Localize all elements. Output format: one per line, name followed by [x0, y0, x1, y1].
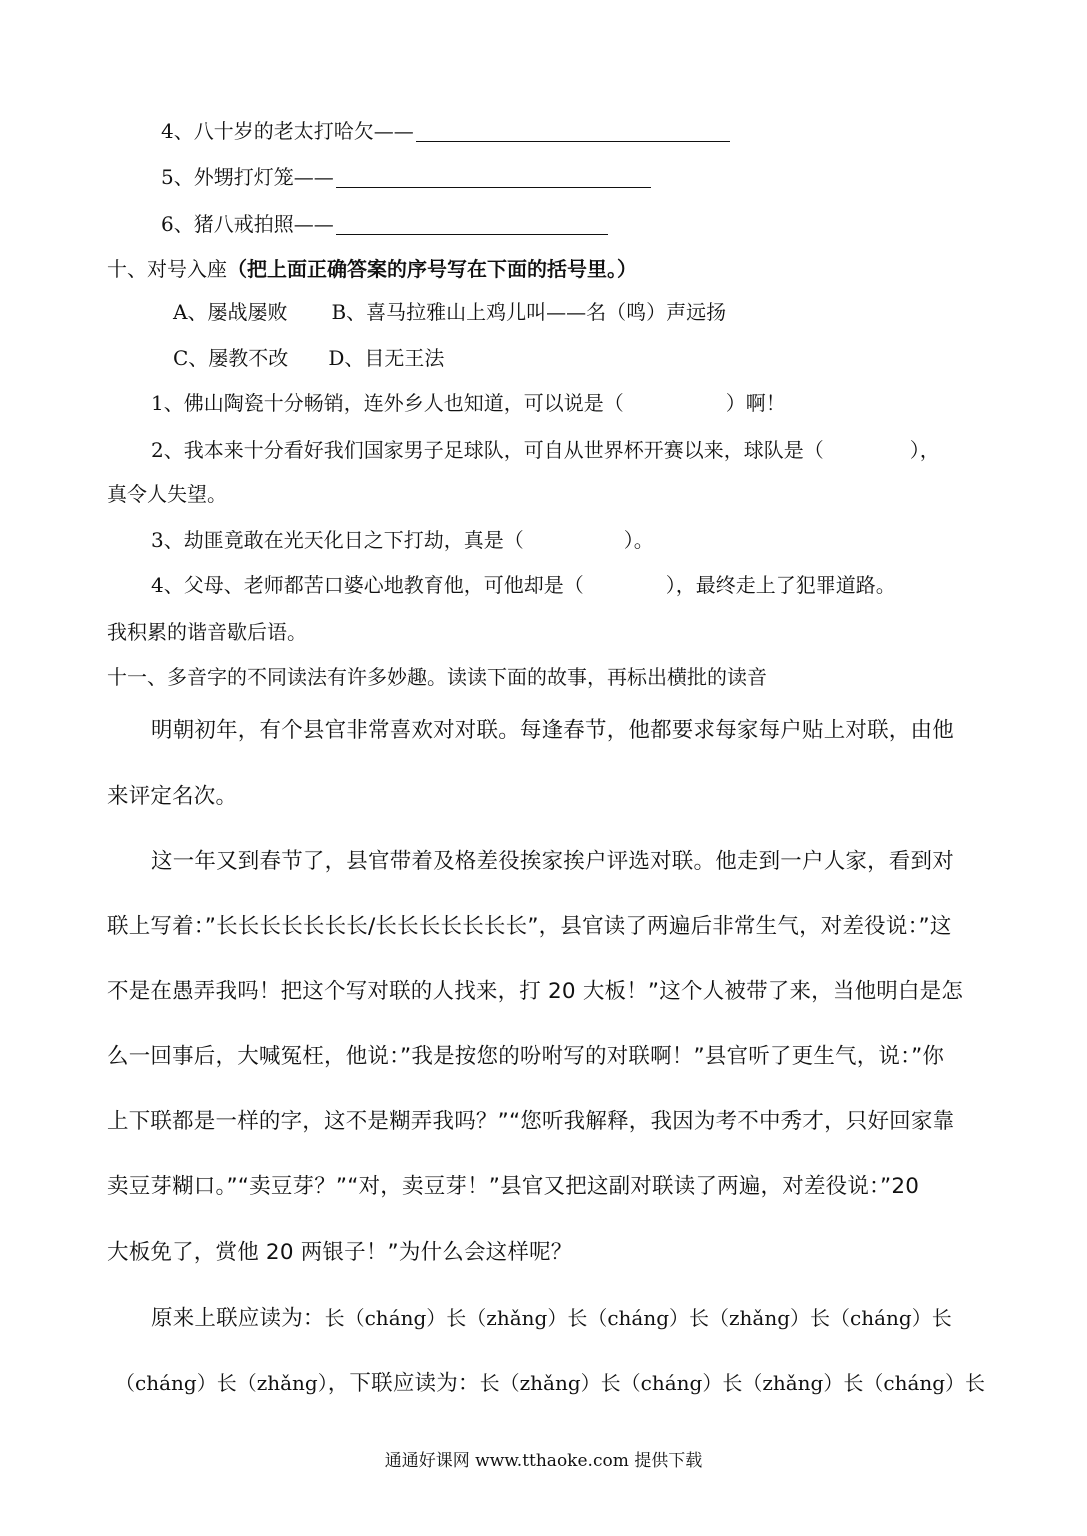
section10-heading: [107, 256, 637, 282]
story-p2-line3: [107, 979, 963, 1005]
story-text: 这一年又到春节了，县官带着及格差役挨家挨户评选对联。他走到一户人家，看到对: [151, 849, 954, 874]
riddle-line-6: [161, 211, 608, 237]
option-a: A、屡战屡败: [173, 300, 288, 324]
option-b: B、喜马拉雅山上鸡儿叫——名（鸣）声远扬: [331, 300, 727, 324]
upper-couplet-reading: 长（cháng）长（zhǎng）长（cháng）长（zhǎng）长（cháng）长: [324, 1306, 952, 1330]
option-c: C、屡教不改: [173, 346, 289, 370]
story-p2-line2: [107, 914, 952, 940]
question-3-end: ）。: [623, 528, 654, 552]
story-text: 来评定名次。: [107, 784, 238, 809]
question-2-end: ），: [909, 438, 940, 462]
lower-couplet-intro: ，下联应读为：: [327, 1371, 480, 1396]
section10-heading-prefix: 十、对号入座: [107, 257, 227, 281]
reading-line-1: [151, 1305, 952, 1332]
question-1: [151, 390, 786, 416]
question-4-end: ），最终走上了犯罪道路。: [665, 573, 896, 597]
answer-blank-6[interactable]: [336, 214, 608, 235]
answer-blank-5[interactable]: [336, 167, 651, 188]
question-2-continued: [107, 481, 227, 507]
reading-line-2: [115, 1370, 985, 1397]
section11-heading-text: 十一、多音字的不同读法有许多妙趣。读读下面的故事，再标出横批的读音: [107, 665, 767, 689]
question-3-text: 3、劫匪竟敢在光天化日之下打劫，真是（: [151, 528, 524, 552]
question-2-text: 2、我本来十分看好我们国家男子足球队，可自从世界杯开赛以来，球队是（: [151, 438, 824, 462]
option-d: D、目无王法: [328, 346, 445, 370]
story-text: 联上写着：”长长长长长长长/长长长长长长长”，县官读了两遍后非常生气，对差役说：”这: [107, 914, 952, 939]
question-2: [151, 437, 940, 463]
riddle-line-5: [161, 164, 651, 190]
story-p1-line2: [107, 784, 237, 810]
page-footer: 通通好课网 www.tthaoke.com 提供下载: [384, 1451, 703, 1471]
upper-couplet-reading-cont: （cháng）长（zhǎng）: [115, 1371, 328, 1395]
story-text: 大板免了，赏他 20 两银子！”为什么会这样呢？: [107, 1240, 573, 1265]
options-row-2: [173, 345, 444, 371]
question-3: [151, 527, 654, 553]
story-p2-line6: [107, 1174, 919, 1200]
question-1-end: ）啊！: [725, 391, 786, 415]
question-4: [151, 572, 896, 598]
story-p2-line1: [151, 849, 954, 875]
story-text: 上下联都是一样的字，这不是糊弄我吗？”“您听我解释，我因为考不中秀才，只好回家靠: [107, 1109, 955, 1134]
story-p2-line5: [107, 1109, 954, 1135]
accumulated-note-text: 我积累的谐音歇后语。: [107, 620, 307, 644]
story-text: 卖豆芽糊口。”“卖豆芽？”“对，卖豆芽！”县官又把这副对联读了两遍，对差役说：”20: [107, 1174, 920, 1199]
story-text: 明朝初年，有个县官非常喜欢对对联。每逢春节，他都要求每家每户贴上对联，由他: [151, 718, 954, 743]
question-4-text: 4、父母、老师都苦口婆心地教育他，可他却是（: [151, 573, 584, 597]
answer-blank-4[interactable]: [416, 121, 730, 142]
story-p2-line7: [107, 1240, 572, 1266]
question-1-text: 1、佛山陶瓷十分畅销，连外乡人也知道，可以说是（: [151, 391, 624, 415]
riddle-text-4: 4、八十岁的老太打哈欠——: [161, 119, 414, 143]
reading-intro: 原来上联应读为：: [151, 1306, 325, 1331]
riddle-line-4: [161, 118, 730, 144]
section10-heading-instruction: （把上面正确答案的序号写在下面的括号里。）: [227, 257, 637, 281]
lower-couplet-reading: 长（zhǎng）长（cháng）长（zhǎng）长（cháng）长: [479, 1371, 986, 1395]
story-text: 么一回事后，大喊冤枉，他说：”我是按您的吩咐写的对联啊！”县官听了更生气，说：”你: [107, 1044, 945, 1069]
accumulated-note: [107, 619, 307, 645]
riddle-text-5: 5、外甥打灯笼——: [161, 165, 334, 189]
question-2-cont-text: 真令人失望。: [107, 482, 227, 506]
story-p1-line1: [151, 718, 954, 744]
story-text: 不是在愚弄我吗！把这个写对联的人找来，打 20 大板！”这个人被带了来，当他明白是怎: [107, 979, 964, 1004]
section11-heading: [107, 664, 767, 690]
story-p2-line4: [107, 1044, 944, 1070]
riddle-text-6: 6、猪八戒拍照——: [161, 212, 334, 236]
options-row-1: [173, 299, 726, 325]
